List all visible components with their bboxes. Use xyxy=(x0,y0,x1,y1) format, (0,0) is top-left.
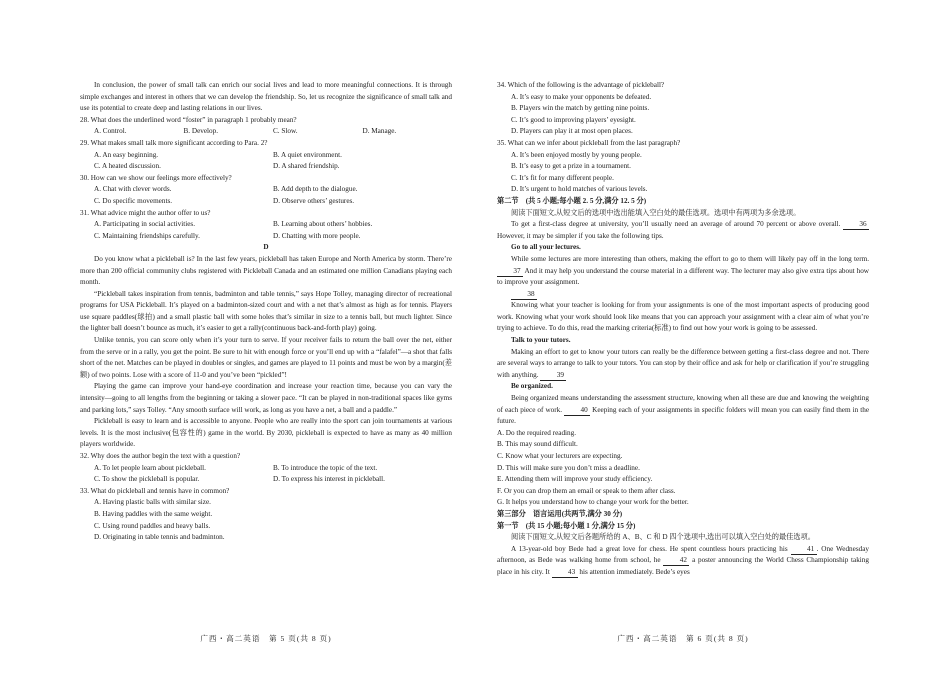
text: Being organized means understanding the assessment structure, knowing when all these are due and knowing the weighting of each piece of work. xyxy=(497,394,869,414)
option: D. Chatting with more people. xyxy=(273,231,361,240)
option: A. Chat with clever words. xyxy=(94,185,172,194)
text: Keeping each of your assignments in specific folders will mean you can easily find them in the future. xyxy=(497,405,870,426)
option: D. Manage. xyxy=(362,127,397,136)
passage-d-paragraph-1: Do you know what a pickleball is? In the last few years, pickleball has taken Europe and North America by storm. There’re more than 200 official community clubs registered with Pickleball Canada and an estimated one million Canadians playing each month. xyxy=(80,254,452,287)
text: . One Wednesday afternoon, as Bede was walking home from school, he xyxy=(497,544,870,565)
option: D. It’s urgent to hold matches of various levels. xyxy=(511,185,648,194)
option-list xyxy=(497,428,869,509)
option: A. Do the required reading. xyxy=(497,428,577,437)
section-heading-d: D xyxy=(263,243,269,252)
cloze-paragraph-1 xyxy=(497,219,869,242)
heading-blank-38 xyxy=(497,289,869,301)
intro-paragraph: In conclusion, the power of small talk can enrich our social lives and lead to more meaningful connections. It is through simple exchanges and interest in others that we can develop the friendship. So, let us recognize the significance of small talk and use its potential to create deep and lasting relations in our lives. xyxy=(80,81,452,113)
option: D. A shared friendship. xyxy=(273,162,340,171)
option: A. To let people learn about pickleball. xyxy=(94,463,206,472)
text: A 13-year-old boy Bede had a great love for chess. He spent countless hours practicing his xyxy=(511,544,788,553)
text: his attention immediately. Bede’s eyes xyxy=(579,567,690,576)
option: D. Observe others’ gestures. xyxy=(273,196,355,205)
option: C. A heated discussion. xyxy=(94,162,161,171)
option: A. It’s been enjoyed mostly by young people. xyxy=(511,150,642,159)
blank-41: 41 xyxy=(791,544,817,555)
question-32-options-ab xyxy=(80,463,452,475)
option: A. An easy beginning. xyxy=(94,150,159,159)
option: C. It’s good to improving players’ eyesight. xyxy=(511,115,636,124)
question-32: 32. Why does the author begin the text with a question? xyxy=(80,452,241,460)
option: E. Attending them will improve your study efficiency. xyxy=(497,475,653,484)
tip-heading-3: Be organized. xyxy=(511,382,553,391)
question-30-options-cd xyxy=(80,196,452,208)
option: B. Having paddles with the same weight. xyxy=(94,509,213,518)
section-2-instructions: 阅读下面短文,从短文后的选项中选出能填入空白处的最佳选项。选项中有两项为多余选项。 xyxy=(511,208,801,217)
right-column xyxy=(497,80,869,579)
question-31: 31. What advice might the author offer to us? xyxy=(80,208,211,217)
passage-d-paragraph-2: “Pickleball takes inspiration from tennis, badminton and table tennis,” says Hope Tolley, managing director of recreational programs for USA Pickleball. It’s played on a badminton-sized court and with a net that’s almost as high as for tennis. Players use square paddles(球拍) and a small plastic ball with some holes that’s similar in size to a tennis ball, but much lighter. Since the lighter ball doesn’t bounce as much, it’s easier to get a rally(continuous back-and-forth play) going. xyxy=(80,289,452,333)
option: C. Slow. xyxy=(273,127,298,136)
option: D. Players can play it at most open places. xyxy=(511,127,633,136)
question-35: 35. What can we infer about pickleball from the last paragraph? xyxy=(497,138,681,147)
cloze-paragraph-2 xyxy=(497,254,869,289)
option: B. It’s easy to get a prize in a tournament. xyxy=(511,162,631,171)
option: B. To introduce the topic of the text. xyxy=(273,463,378,472)
option: A. Control. xyxy=(94,127,127,136)
option: D. Originating in table tennis and badminton. xyxy=(94,533,225,542)
text: a poster announcing the World Chess Championship taking place in his city. It xyxy=(497,556,869,576)
section-1-title: 第一节 (共 15 小题;每小题 1 分,满分 15 分) xyxy=(497,521,636,530)
question-29-options-ab xyxy=(80,150,452,162)
blank-39: 39 xyxy=(540,370,566,381)
option: B. A quiet environment. xyxy=(273,150,342,159)
option: B. Players win the match by getting nine points. xyxy=(511,104,650,113)
question-30: 30. How can we show our feelings more effectively? xyxy=(80,173,232,182)
blank-38: 38 xyxy=(511,289,537,300)
text: And it may help you understand the course material in a different way. The lecturer may also give extra tips about how to improve your assignment. xyxy=(497,266,869,287)
page-footer-left: 广西・高二英语 第 5 页(共 8 页) xyxy=(200,634,332,643)
option: D. This will make sure you don’t miss a deadline. xyxy=(497,463,640,472)
cloze-paragraph-4 xyxy=(497,347,869,382)
passage-d-paragraph-3: Unlike tennis, you can score only when it’s your turn to serve. If your receiver fails to return the ball over the net, either from the serve or in a rally, you get the point. Be sure to hit with enough force or you’ll end up with a “falafel”—a shot that falls short of the net. Matches can be played in doubles or singles, and games are played to 11 points and must be won by a margin(差额) of two points. Lose with a score of 11-0 and you’ve been “pickled”! xyxy=(80,336,452,379)
option: B. Develop. xyxy=(183,127,219,136)
question-28-options xyxy=(80,126,452,138)
passage-d-paragraph-4: Playing the game can improve your hand-eye coordination and increase your reaction time, because you can vary the intensity—going to all lengths from the beginning or taking a slower pace. “It can be played in non-traditional spaces like gyms and parking lots,” says Tolley. “Any smooth surface will work, as long as you have a net, a ball and a paddle.” xyxy=(80,382,452,414)
question-29: 29. What makes small talk more significant according to Para. 2? xyxy=(80,138,268,147)
tip-heading-2: Talk to your tutors. xyxy=(511,336,571,345)
blank-40: 40 xyxy=(564,405,590,416)
question-30-options-ab xyxy=(80,184,452,196)
option: A. Participating in social activities. xyxy=(94,220,196,229)
question-29-options-cd xyxy=(80,161,452,173)
option: B. Add depth to the dialogue. xyxy=(273,185,358,194)
tip-heading-1: Go to all your lectures. xyxy=(511,243,581,252)
cloze-paragraph-5 xyxy=(497,393,869,428)
cloze-passage-paragraph xyxy=(497,544,869,579)
option: G. It helps you understand how to change your work for the better. xyxy=(497,498,689,507)
question-31-options-cd xyxy=(80,231,452,243)
section-2-title: 第二节 (共 5 小题;每小题 2. 5 分,满分 12. 5 分) xyxy=(497,196,647,205)
page-footer-right: 广西・高二英语 第 6 页(共 8 页) xyxy=(617,634,749,643)
question-34: 34. Which of the following is the advantage of pickleball? xyxy=(497,81,665,89)
option: C. Do specific movements. xyxy=(94,196,173,205)
question-28: 28. What does the underlined word “foster” in paragraph 1 probably mean? xyxy=(80,115,297,124)
option: B. Learning about others’ hobbies. xyxy=(273,220,373,229)
cloze-paragraph-3: Knowing what your teacher is looking for from your assignments is one of the most important aspects of producing good work. Knowing what your work should look like means that you can approach your assignment with a clear aim of what you’re trying to achieve. To do this, read the marking criteria(标准) to find out how your work is going to be assessed. xyxy=(497,301,869,333)
left-column xyxy=(80,80,452,544)
option: F. Or you can drop them an email or speak to them after class. xyxy=(497,486,676,495)
blank-36: 36 xyxy=(843,219,869,230)
question-32-options-cd xyxy=(80,474,452,486)
option: B. This may sound difficult. xyxy=(497,440,578,449)
text: To get a first-class degree at university, you’ll usually need an average of around 70 percent or above overall. xyxy=(511,220,841,229)
text: While some lectures are more interesting than others, making the effort to go to them will likely pay off in the long term. xyxy=(511,254,869,263)
option: D. To express his interest in pickleball. xyxy=(273,475,385,484)
option: A. It’s easy to make your opponents be defeated. xyxy=(511,92,652,101)
option: C. Using round paddles and heavy balls. xyxy=(94,521,211,530)
text: However, it may be simpler if you take the following tips. xyxy=(497,231,664,240)
option: C. It’s fit for many different people. xyxy=(511,173,614,182)
blank-37: 37 xyxy=(497,266,523,277)
blank-42: 42 xyxy=(663,555,689,566)
question-31-options-ab xyxy=(80,219,452,231)
section-1-instructions: 阅读下面短文,从短文后各题所给的 A、B、C 和 D 四个选项中,选出可以填入空白处的最佳选项。 xyxy=(511,533,815,542)
option: A. Having plastic balls with similar size. xyxy=(94,498,211,507)
option: C. Know what your lecturers are expecting. xyxy=(497,452,623,460)
text: Making an effort to get to know your tutors can really be the difference between getting a first-class degree and not. There are several ways to arrange to talk to your tutors. You can stop by their office and ask for help or clarification if you’re struggling with anything. xyxy=(497,347,869,379)
option: C. To show the pickleball is popular. xyxy=(94,475,200,484)
part-3-title: 第三部分 语言运用(共两节,满分 30 分) xyxy=(497,509,623,518)
passage-d-paragraph-5: Pickleball is easy to learn and is accessible to anyone. People who are really into the sport can join tournaments at various levels. It is the most inclusive(包容性的) game in the world. By 2030, pickleball is expected to have as many as 40 million players worldwide. xyxy=(80,417,452,449)
option: C. Maintaining friendships carefully. xyxy=(94,231,200,240)
blank-43: 43 xyxy=(552,567,578,578)
question-33: 33. What do pickleball and tennis have in common? xyxy=(80,486,230,495)
